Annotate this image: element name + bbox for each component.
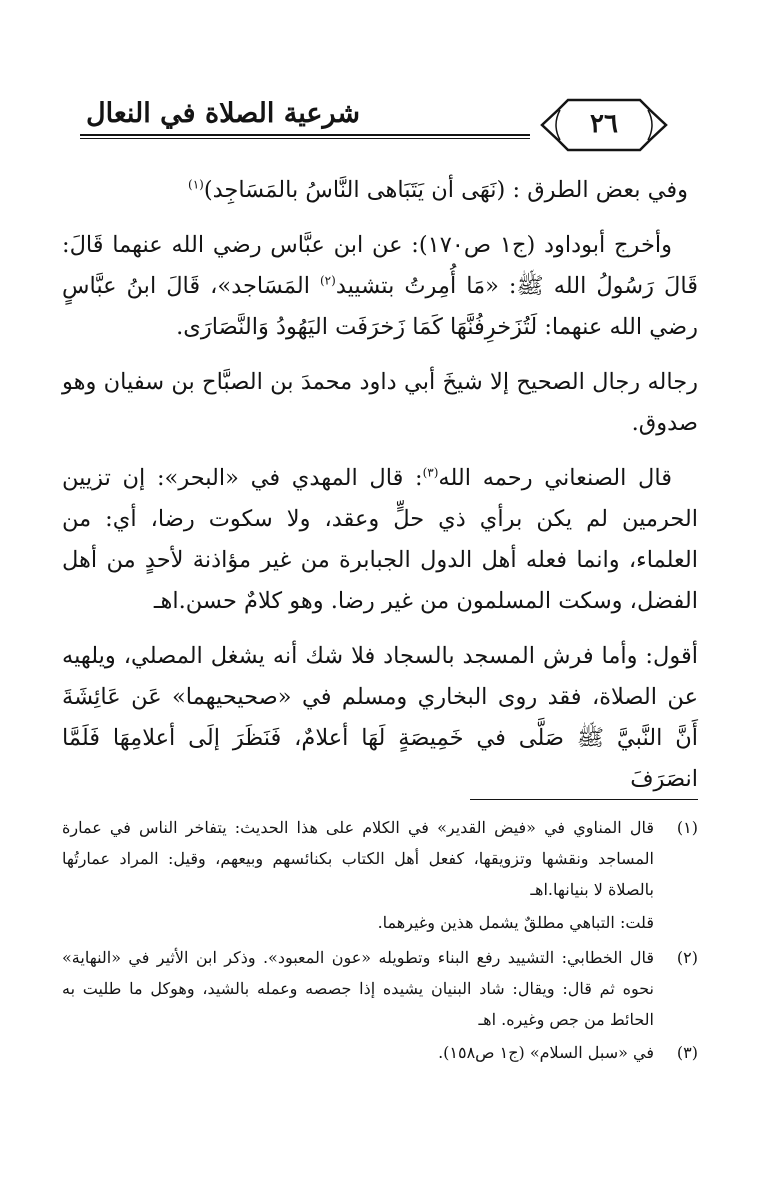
footnote-text: قال الخطابي: التشييد رفع البناء وتطويله «عون المعبود». وذكر ابن الأثير في «النهاية» نحوه ثم قال: ويقال: شاد البنيان يشيده إذا جصصه وعمله بالشيد، وهوكل ما طليت به الحائط من جص وغيره. اهـ — [62, 948, 654, 1029]
running-title: شرعية الصلاة في النعال — [86, 98, 361, 129]
paragraph-4-text-b: : قال المهدي في «البحر»: إن تزيين الحرمين لم يكن برأي ذي حلٍّ وعقد، ولا سكوت رضا، أي: من العلماء، وانما فعله أهل الدول الجبابرة من غير مؤاذنة لأحدٍ من أهل الفضل، وسكت المسلمون من غير رضا. وهو كلامٌ حسن.اهـ — [62, 465, 698, 614]
footnote-2 — [62, 942, 698, 1035]
body-text — [62, 170, 698, 814]
footnote-number: (١) — [676, 818, 698, 837]
footnote-text: في «سبل السلام» (ج١ ص١٥٨). — [438, 1043, 654, 1062]
footnote-1 — [62, 812, 698, 905]
footnote-number: (٣) — [676, 1043, 698, 1062]
paragraph-1 — [62, 170, 698, 211]
footnote-number: (٢) — [676, 948, 698, 967]
paragraph-2-text-b: المَسَاجد»، قَالَ ابنُ عبَّاسٍ رضي الله عنهما: لَتُزَخرِفُنَّهَا كَمَا زَخرَفَت اليَهُودُ وَالنَّصَارَى. — [62, 273, 698, 340]
footnote-text: قال المناوي في «فيض القدير» في الكلام على هذا الحديث: يتفاخر الناس في عمارة المساجد ونقشها وتزويقها، كفعل أهل الكتاب بكنائسهم وبيعهم، وقيل: المراد عمارتُها بالصلاة لا بنيانها.اهـ — [62, 818, 654, 899]
paragraph-4 — [62, 458, 698, 622]
paragraph-4-text-a: قال الصنعاني رحمه الله — [438, 465, 673, 491]
paragraph-3: رجاله رجال الصحيح إلا شيخَ أبي داود محمدَ بن الصبَّاح بن سفيان وهو صدوق. — [62, 369, 698, 436]
page-header — [80, 92, 680, 164]
paragraph-2-text-a: وأخرج أبوداود (ج١ ص١٧٠): عن ابن عبَّاس رضي الله عنهما قَالَ: قَالَ رَسُولُ الله ﷺ: «مَا أُمِرتُ بتشييد — [62, 232, 698, 299]
header-rule-thin — [80, 138, 530, 139]
footnote-separator — [470, 799, 698, 800]
footnotes — [62, 812, 698, 1070]
header-rule — [80, 134, 530, 136]
footnote-1-comment: قلت: التباهي مطلقٌ يشمل هذين وغيرهما. — [377, 913, 654, 932]
footnote-3 — [62, 1037, 698, 1068]
page-number-badge — [538, 96, 670, 154]
paragraph-5: أقول: وأما فرش المسجد بالسجاد فلا شك أنه يشغل المصلي، ويلهيه عن الصلاة، فقد روى البخاري ومسلم في «صحيحيهما» عَن عَائِشَةَ أَنَّ النَّبيَّ ﷺ صَلَّى في خَمِيصَةٍ لَهَا أعلامٌ، فَنَظَرَ إلَى أعلامِهَا فَلَمَّا انصَرَفَ — [62, 643, 698, 792]
paragraph-1-text: وفي بعض الطرق : (نَهَى أن يَتَبَاهى النَّاسُ بالمَسَاجِد) — [203, 177, 688, 203]
footnote-ref-2: (٢) — [319, 273, 336, 288]
page-number: ٢٦ — [590, 109, 618, 139]
footnote-ref-3: (٣) — [422, 465, 439, 480]
footnote-ref-1: (١) — [188, 177, 204, 192]
paragraph-2 — [62, 225, 698, 348]
